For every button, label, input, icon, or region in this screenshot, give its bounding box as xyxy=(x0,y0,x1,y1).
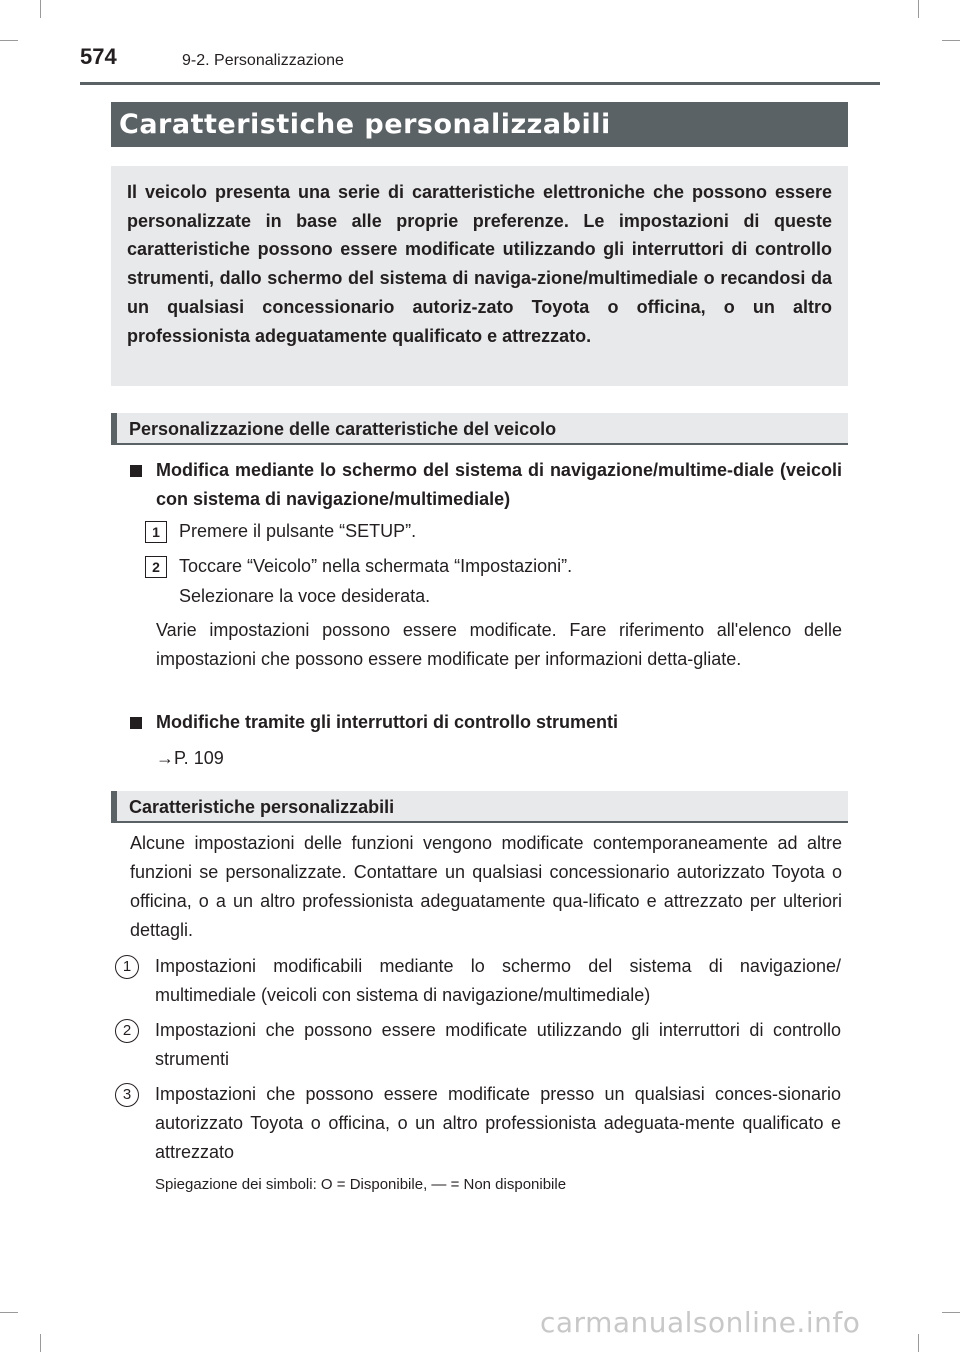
page-header xyxy=(80,44,880,80)
bullet-item xyxy=(130,456,842,514)
circled-number-1: 1 xyxy=(115,955,139,979)
step-number-box: 2 xyxy=(145,556,167,578)
crop-mark xyxy=(918,1334,919,1352)
bullet-text: Modifica mediante lo schermo del sistema di navigazione/multime-diale (veicoli con sistema di navigazione/multimediale) xyxy=(156,460,842,509)
intro-box xyxy=(111,166,848,386)
page-number: 574 xyxy=(80,44,117,69)
page-title: Caratteristiche personalizzabili xyxy=(111,102,848,147)
crop-mark xyxy=(40,0,41,18)
crop-mark xyxy=(942,40,960,41)
numbered-item-text: Impostazioni modificabili mediante lo schermo del sistema di navigazione/ multimediale (veicoli con sistema di navigazione/multimediale) xyxy=(155,956,841,1005)
circled-number-3: 3 xyxy=(115,1083,139,1107)
section-heading-customizable-features: Caratteristiche personalizzabili xyxy=(111,791,848,823)
crop-mark xyxy=(40,1334,41,1352)
square-bullet-icon xyxy=(130,717,142,729)
step-item xyxy=(145,582,845,611)
page-reference-link[interactable]: →P. 109 xyxy=(156,748,224,768)
bullet-text: Modifiche tramite gli interruttori di controllo strumenti xyxy=(156,712,619,732)
bullet-item xyxy=(130,708,842,737)
section-heading-vehicle-customization: Personalizzazione delle caratteristiche del veicolo xyxy=(111,413,848,445)
section-paragraph: Alcune impostazioni delle funzioni vengono modificate contemporaneamente ad altre funzioni se personalizzate. Contattare un qualsiasi concessionario autorizzato Toyota o officina, o a un altro professionista adeguatamente qua-lificato e attrezzato per ulteriori dettagli. xyxy=(130,833,842,940)
header-divider xyxy=(80,82,880,85)
step-item xyxy=(145,517,845,546)
note-paragraph: Varie impostazioni possono essere modificate. Fare riferimento all'elenco delle impostazioni che possono essere modificate per informazioni detta-gliate. xyxy=(156,620,842,669)
circled-number-2: 2 xyxy=(115,1019,139,1043)
watermark: carmanualsonline.info xyxy=(540,1306,861,1339)
numbered-item-text: Impostazioni che possono essere modificate utilizzando gli interruttori di controllo strumenti xyxy=(155,1020,841,1069)
section-reference: 9-2. Personalizzazione xyxy=(182,52,344,69)
intro-text: Il veicolo presenta una serie di caratteristiche elettroniche che possono essere personalizzate in base alle proprie preferenze. Le impostazioni di queste caratteristiche possono essere modificate utilizzando gli interruttori di controllo strumenti, dallo schermo del sistema di naviga-zione/multimediale o recandosi da un qualsiasi concessionario autoriz-zato Toyota o officina, o un altro professionista adeguatamente qualificato e attrezzato. xyxy=(127,182,832,346)
symbol-legend: Spiegazione dei simboli: O = Disponibile, — = Non disponibile xyxy=(155,1176,567,1193)
numbered-item-text: Impostazioni che possono essere modificate presso un qualsiasi conces-sionario autorizzato Toyota o officina, o un altro professionista adeguata-mente qualificato e attrezzato xyxy=(155,1084,841,1162)
square-bullet-icon xyxy=(130,465,142,477)
step-number-box: 1 xyxy=(145,521,167,543)
step-text: Selezionare la voce desiderata. xyxy=(179,586,431,606)
crop-mark xyxy=(0,40,18,41)
crop-mark xyxy=(942,1312,960,1313)
step-item xyxy=(145,552,845,581)
crop-mark xyxy=(918,0,919,18)
step-text: Premere il pulsante “SETUP”. xyxy=(179,521,417,541)
crop-mark xyxy=(0,1312,18,1313)
step-text: Toccare “Veicolo” nella schermata “Impostazioni”. xyxy=(179,556,573,576)
